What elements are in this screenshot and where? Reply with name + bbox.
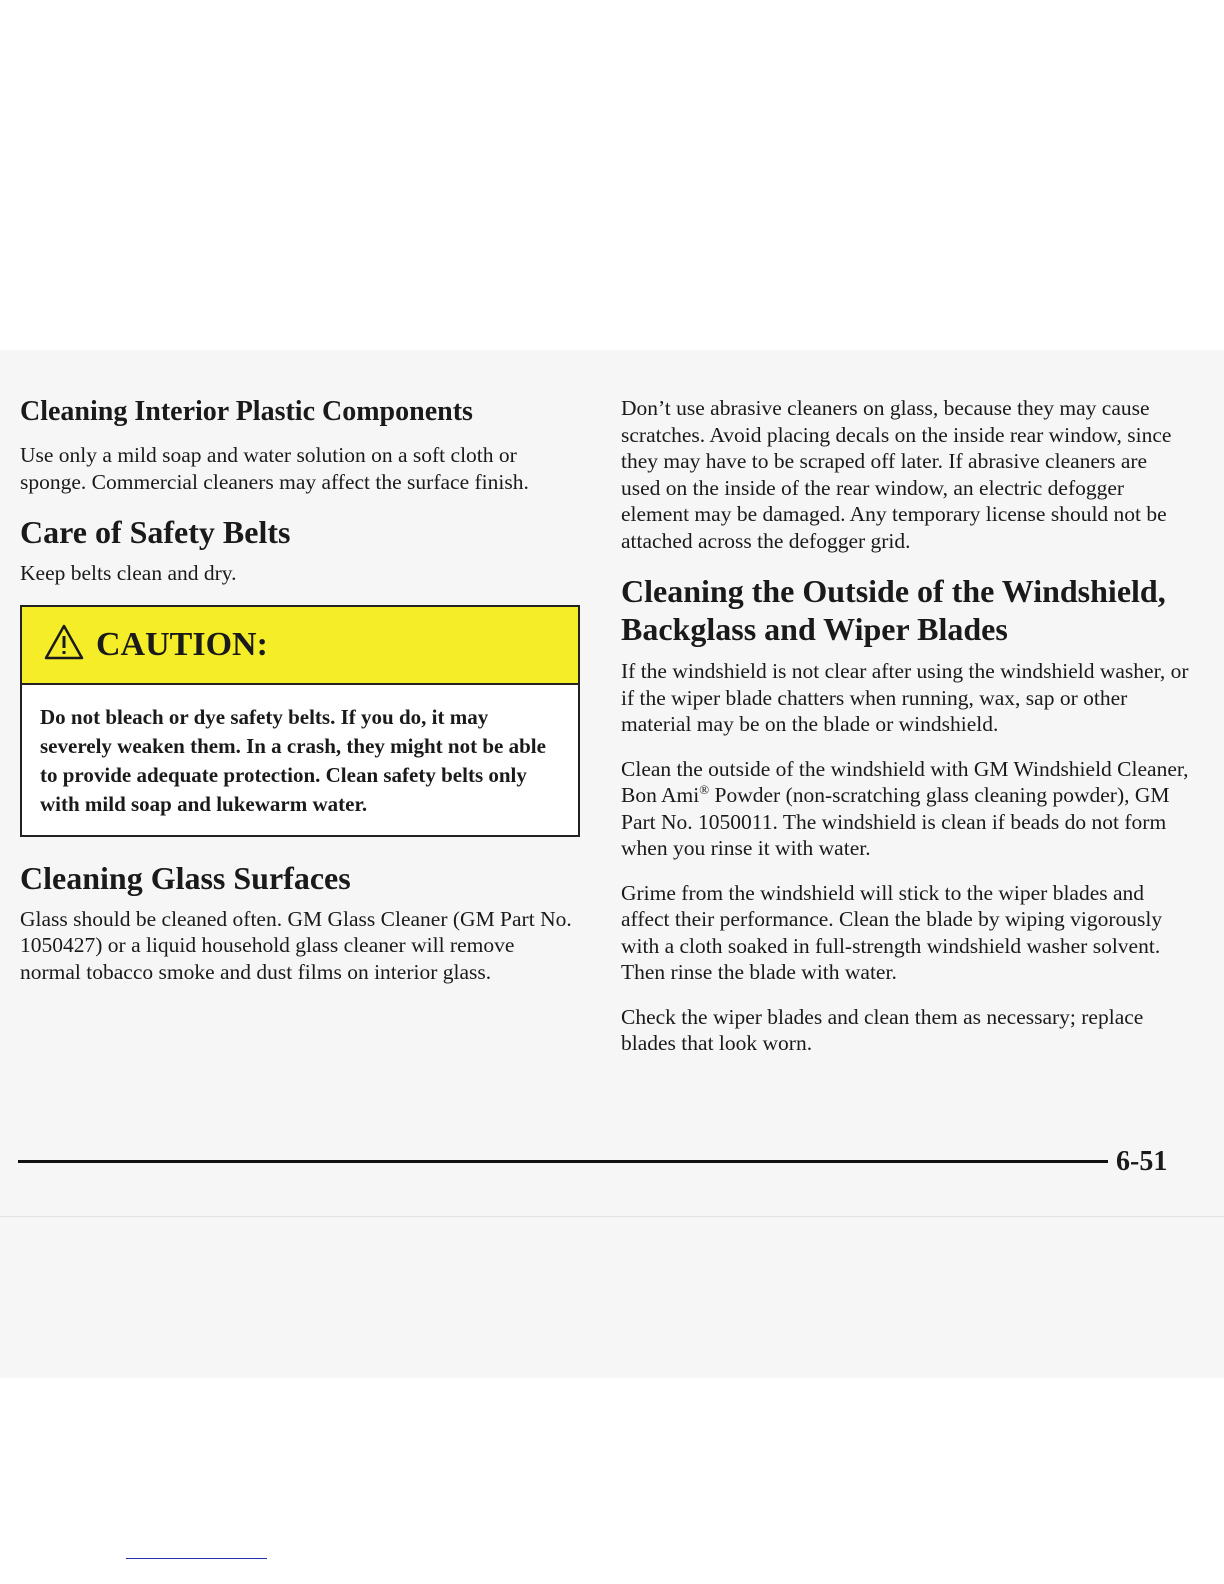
page-number: 6-51 — [1116, 1146, 1168, 1177]
left-column — [20, 395, 580, 1003]
page-edge-line — [0, 1216, 1224, 1217]
paragraph-wiper-grime: Grime from the windshield will stick to the wiper blades and affect their performance. Clean the blade by wiping vigorously with a cloth soaked in full-strength windshield washer solvent. Then rinse the blade with water. — [621, 880, 1163, 984]
heading-glass-surfaces: Cleaning Glass Surfaces — [20, 859, 351, 896]
paragraph-safety-belts: Keep belts clean and dry. — [20, 561, 237, 585]
paragraph-plastic-components: Use only a mild soap and water solution on a soft cloth or sponge. Commercial cleaners may affect the surface finish. — [20, 443, 529, 494]
caution-header — [22, 607, 578, 685]
heading-windshield-wiper-blades: Cleaning the Outside of the Windshield, Backglass and Wiper Blades — [621, 573, 1166, 647]
caution-title: CAUTION: — [96, 625, 268, 663]
footer-rule — [18, 1160, 1108, 1163]
paragraph-windshield-cleaner — [621, 756, 1191, 862]
warning-triangle-icon — [44, 624, 84, 665]
heading-plastic-components: Cleaning Interior Plastic Components — [20, 396, 473, 427]
paragraph-check-wipers: Check the wiper blades and clean them as necessary; replace blades that look worn. — [621, 1004, 1144, 1055]
right-column — [621, 395, 1191, 1075]
corner-line — [126, 1558, 267, 1559]
heading-safety-belts: Care of Safety Belts — [20, 514, 291, 550]
windshield-cleaner-text-a: Clean the outside of the windshield with GM Windshield Cleaner, Bon Ami — [621, 756, 1189, 807]
paragraph-glass-surfaces: Glass should be cleaned often. GM Glass Cleaner (GM Part No. 1050427) or a liquid household glass cleaner will remove normal tobacco smoke and dust films on interior glass. — [20, 906, 572, 984]
registered-mark: ® — [699, 781, 710, 797]
caution-box — [20, 605, 580, 837]
windshield-cleaner-text-b: Powder (non-scratching glass cleaning powder), GM Part No. 1050011. The windshield is clean if beads do not form when you rinse it with water. — [621, 783, 1170, 860]
caution-text: Do not bleach or dye safety belts. If you do, it may severely weaken them. In a crash, they might not be able to provide adequate protection. Clean safety belts only with mild soap and lukewarm water. — [40, 704, 546, 816]
paragraph-abrasive-cleaners: Don’t use abrasive cleaners on glass, because they may cause scratches. Avoid placing decals on the inside rear window, since they may have to be scraped off later. If abrasive cleaners are used on the inside of the rear window, an electric defogger element may be damaged. Any temporary license should not be attached across the defogger grid. — [621, 396, 1172, 553]
paragraph-windshield-not-clear: If the windshield is not clear after using the windshield washer, or if the wiper blade chatters when running, wax, sap or other material may be on the blade or windshield. — [621, 659, 1189, 736]
